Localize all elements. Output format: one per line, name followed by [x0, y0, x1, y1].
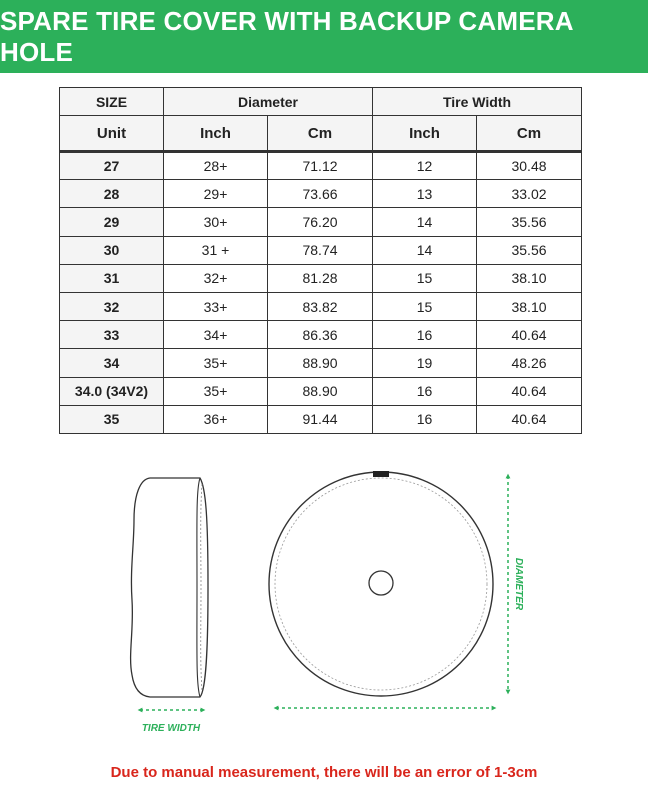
cell-w-cm: 48.26 [477, 349, 582, 377]
cell-dia-inch: 34+ [164, 321, 268, 349]
cell-w-inch: 16 [373, 405, 477, 433]
cell-w-inch: 13 [373, 180, 477, 208]
cell-dia-inch: 33+ [164, 292, 268, 320]
cell-size: 32 [60, 292, 164, 320]
cell-size: 31 [60, 264, 164, 292]
cell-w-inch: 12 [373, 152, 477, 180]
cell-dia-inch: 36+ [164, 405, 268, 433]
subheader-width-cm: Cm [477, 116, 582, 152]
tire-cover-diagram [0, 450, 648, 750]
table-subheader-row [60, 116, 582, 152]
cell-w-cm: 35.56 [477, 208, 582, 236]
cell-dia-inch: 35+ [164, 349, 268, 377]
cell-w-inch: 14 [373, 236, 477, 264]
cell-dia-inch: 32+ [164, 264, 268, 292]
cell-dia-cm: 86.36 [268, 321, 373, 349]
table-row [60, 349, 582, 377]
subheader-diameter-inch: Inch [164, 116, 268, 152]
cell-dia-cm: 81.28 [268, 264, 373, 292]
diameter-label: DIAMETER [513, 557, 524, 611]
cell-w-cm: 38.10 [477, 264, 582, 292]
subheader-width-inch: Inch [373, 116, 477, 152]
subheader-diameter-cm: Cm [268, 116, 373, 152]
cell-dia-cm: 88.90 [268, 349, 373, 377]
cell-dia-cm: 88.90 [268, 377, 373, 405]
page-title: SPARE TIRE COVER WITH BACKUP CAMERA HOLE [0, 0, 648, 73]
front-view-drawing [269, 471, 493, 696]
cell-dia-cm: 83.82 [268, 292, 373, 320]
cell-w-inch: 15 [373, 264, 477, 292]
cell-size: 28 [60, 180, 164, 208]
cell-size: 29 [60, 208, 164, 236]
subheader-unit: Unit [60, 116, 164, 152]
table-row [60, 377, 582, 405]
cell-dia-cm: 71.12 [268, 152, 373, 180]
cell-size: 30 [60, 236, 164, 264]
cell-size: 33 [60, 321, 164, 349]
header-tire-width: Tire Width [373, 88, 582, 116]
side-view-drawing [131, 478, 208, 697]
measurement-note: Due to manual measurement, there will be an error of 1-3cm [110, 764, 538, 781]
table-header-row [60, 88, 582, 116]
table-body [60, 152, 582, 434]
cell-w-cm: 38.10 [477, 292, 582, 320]
table-row [60, 180, 582, 208]
table-row [60, 321, 582, 349]
cell-w-inch: 16 [373, 321, 477, 349]
cell-w-inch: 16 [373, 377, 477, 405]
cell-dia-inch: 28+ [164, 152, 268, 180]
table-row [60, 208, 582, 236]
cell-dia-inch: 31 + [164, 236, 268, 264]
tab-marker [373, 471, 389, 477]
header-diameter: Diameter [164, 88, 373, 116]
cell-w-cm: 35.56 [477, 236, 582, 264]
cell-w-cm: 30.48 [477, 152, 582, 180]
cell-w-inch: 15 [373, 292, 477, 320]
table-row [60, 236, 582, 264]
table-row [60, 405, 582, 433]
header-size: SIZE [60, 88, 164, 116]
table-row [60, 292, 582, 320]
cell-w-inch: 19 [373, 349, 477, 377]
camera-hole-icon [369, 571, 393, 595]
cell-size: 35 [60, 405, 164, 433]
table-row [60, 264, 582, 292]
size-chart-table [59, 87, 582, 434]
cell-dia-cm: 78.74 [268, 236, 373, 264]
cell-dia-inch: 29+ [164, 180, 268, 208]
cell-w-inch: 14 [373, 208, 477, 236]
cell-size: 34 [60, 349, 164, 377]
cell-dia-inch: 30+ [164, 208, 268, 236]
cell-w-cm: 33.02 [477, 180, 582, 208]
cell-size: 34.0 (34V2) [60, 377, 164, 405]
cell-w-cm: 40.64 [477, 321, 582, 349]
cell-dia-cm: 76.20 [268, 208, 373, 236]
cell-size: 27 [60, 152, 164, 180]
cell-w-cm: 40.64 [477, 405, 582, 433]
cell-dia-cm: 73.66 [268, 180, 373, 208]
cell-dia-inch: 35+ [164, 377, 268, 405]
tire-width-label: TIRE WIDTH [141, 723, 201, 734]
table-row [60, 152, 582, 180]
cell-dia-cm: 91.44 [268, 405, 373, 433]
cell-w-cm: 40.64 [477, 377, 582, 405]
